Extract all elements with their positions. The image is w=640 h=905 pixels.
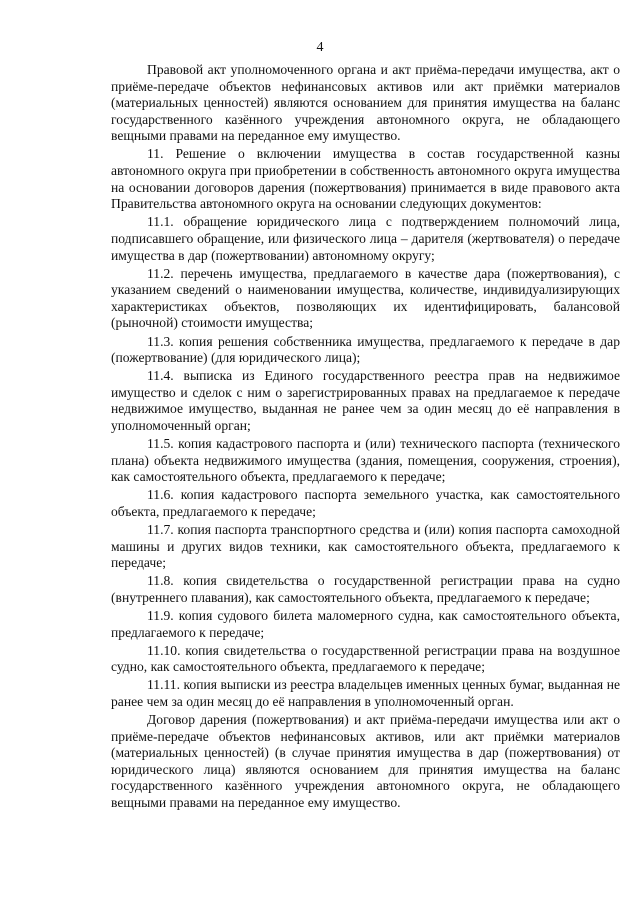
- paragraph: 11.11. копия выписки из реестра владельцев именных ценных бумаг, выданная не ранее чем за один месяц до её направления в уполномоченный орган.: [111, 677, 620, 709]
- paragraph: 11.2. перечень имущества, предлагаемого в качестве дара (пожертвования), с указанием сведений о наименовании имущества, количестве, индивидуализирующих характеристиках объектов, позволяющих их идентифицировать, балансовой (рыночной) стоимости имущества;: [111, 265, 620, 331]
- paragraph: 11.1. обращение юридического лица с подтверждением полномочий лица, подписавшего обращение, или физического лица – дарителя (жертвователя) о передаче имущества в дар (пожертвовании) автономному округу;: [111, 214, 620, 263]
- paragraph: 11.7. копия паспорта транспортного средства и (или) копия паспорта самоходной машины и других видов техники, как самостоятельного объекта, предлагаемого к передаче;: [111, 522, 620, 571]
- paragraph: 11. Решение о включении имущества в состав государственной казны автономного округа при приобретении в собственность автономного округа имущества на основании договоров дарения (пожертвования) принимается в виде правового акта Правительства автономного округа на основании следующих документов:: [111, 146, 620, 212]
- page-number: 4: [316, 40, 324, 55]
- paragraph: 11.5. копия кадастрового паспорта и (или) технического паспорта (технического плана) объекта недвижимого имущества (здания, помещения, сооружения, строения), как самостоятельного объекта, предлагаемого к передаче;: [111, 436, 620, 485]
- paragraph: Договор дарения (пожертвования) и акт приёма-передачи имущества или акт о приёме-передаче объектов нефинансовых активов, или акт приёмки материалов (материальных ценностей) (в случае принятия имущества в дар (пожертвования) от юридического лица) являются основанием для принятия имущества на баланс государственного казённого учреждения автономного округа, не обладающего вещными правами на переданное ему имущество.: [111, 712, 620, 811]
- document-body: [111, 62, 620, 813]
- paragraph: 11.9. копия судового билета маломерного судна, как самостоятельного объекта, предлагаемого к передаче;: [111, 608, 620, 640]
- paragraph: 11.8. копия свидетельства о государственной регистрации права на судно (внутреннего плавания), как самостоятельного объекта, предлагаемого к передаче;: [111, 573, 620, 605]
- paragraph: 11.4. выписка из Единого государственного реестра прав на недвижимое имущество и сделок с ним о зарегистрированных правах на предлагаемое к передаче недвижимое имущество, выданная не ранее чем за один месяц до её направления в уполномоченный орган;: [111, 368, 620, 433]
- paragraph: 11.10. копия свидетельства о государственной регистрации права на воздушное судно, как самостоятельного объекта, предлагаемого к передаче;: [111, 642, 620, 675]
- paragraph: Правовой акт уполномоченного органа и акт приёма-передачи имущества, акт о приёме-передаче объектов нефинансовых активов или акт приёмки материалов (материальных ценностей) являются основанием для принятия имущества на баланс государственного казённого учреждения автономного округа, не обладающего вещными правами на переданное ему имущество.: [111, 62, 620, 144]
- paragraph: 11.3. копия решения собственника имущества, предлагаемого к передаче в дар (пожертвование) (для юридического лица);: [111, 333, 620, 366]
- paragraph: 11.6. копия кадастрового паспорта земельного участка, как самостоятельного объекта, предлагаемого к передаче;: [111, 487, 620, 519]
